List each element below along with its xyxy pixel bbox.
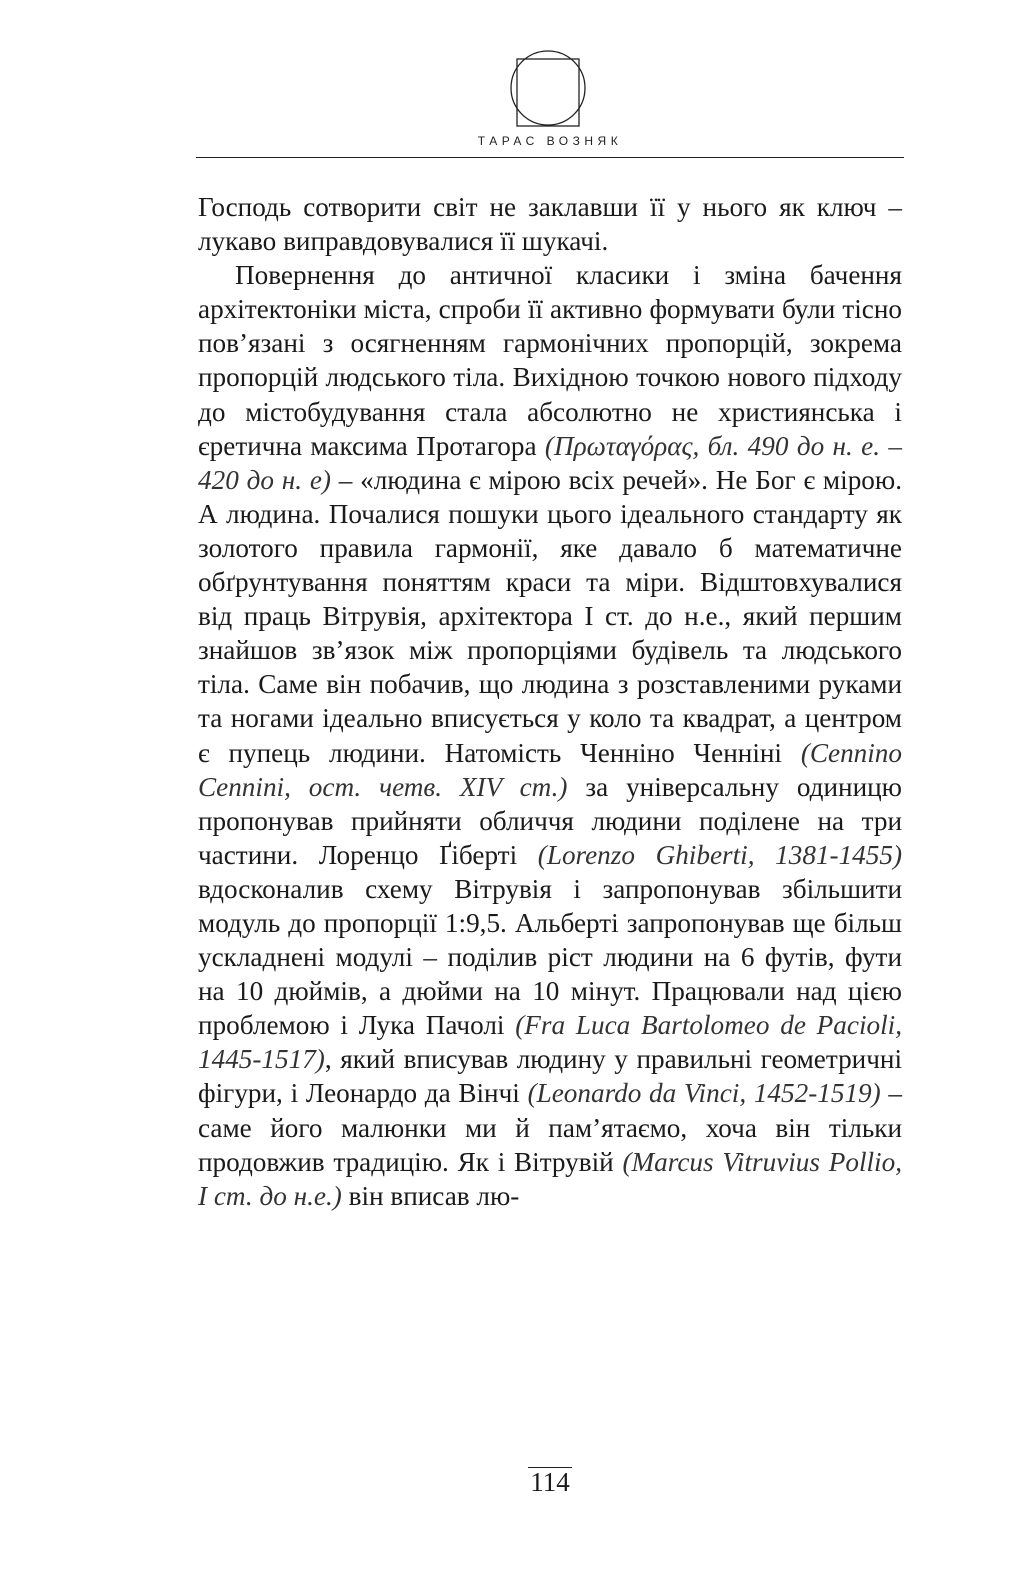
text-run: він вписав лю- xyxy=(341,1180,520,1211)
citation: (Fra Luca Bartolomeo de Pacioli, 1445-1517) xyxy=(198,1010,902,1075)
text-run: за універсальну одиницю пропонував прийняти обличчя людини поділене на три частини. Лоренцо Ґіберті xyxy=(198,771,902,870)
running-head: ТАРАС ВОЗНЯК xyxy=(477,134,623,148)
citation: (Marcus Vitruvius Pollio, I ст. до н.е.) xyxy=(198,1146,902,1211)
circle-square-emblem-icon xyxy=(509,48,587,128)
text-run: – «людина є мірою всіх речей». Не Бог є мірою. А людина. Почалися пошуки цього ідеального стандарту як золотого правила гармонії, яке давало б математичне обґрунтування поняттям краси та міри. Відштовхувалися від праць Вітрувія, архітектора I ст. до н.е., який першим знайшов зв’язок між пропорціями будівель та людського тіла. Саме він побачив, що людина з розставленими руками та ногами ідеально вписується у коло та квадрат, а центром є пупець людини. Натомість Ченніно Ченніні xyxy=(198,464,902,768)
citation: (Πρωταγόρας, бл. 490 до н. е. – 420 до н. е) xyxy=(198,430,902,495)
text-run: , який вписував людину у правильні геометричні фігури, і Леонардо да Вінчі xyxy=(198,1044,902,1109)
citation: (Cennino Cennini, ост. четв. XIV ст.) xyxy=(198,737,902,802)
paragraph-continued: Господь сотворити світ не заклавши її у нього як ключ – лукаво виправдовувалися її шукачі. xyxy=(198,192,902,257)
citation: (Leonardo da Vinci, 1452-1519) xyxy=(527,1078,881,1109)
page-number: 114 xyxy=(530,1467,570,1497)
citation: (Lorenzo Ghiberti, 1381-1455) xyxy=(537,839,902,870)
header-rule xyxy=(196,157,904,158)
paragraph xyxy=(198,258,902,1213)
text-run: вдосконалив схему Вітрувія і запропонував збільшити модуль до пропорції 1:9,5. Альберті запропонував ще більш ускладнені модулі – поділив ріст людини на 6 футів, фути на 10 дюймів, а дюйми на 10 мінут. Працювали над цією проблемою і Лука Пачолі xyxy=(198,873,902,1041)
text-run: – саме його малюнки ми й пам’ятаємо, хоча він тільки продовжив традицію. Як і Вітрувій xyxy=(198,1078,903,1177)
body-text xyxy=(198,190,902,1213)
text-run: Повернення до античної класики і зміна бачення архітектоніки міста, спроби її активно формувати були тісно пов’язані з осягненням гармонічних пропорцій, зокрема пропорцій людського тіла. Вихідною точкою нового підходу до містобудування стала абсолютно не християнська і єретична максима Протагора xyxy=(198,260,902,461)
